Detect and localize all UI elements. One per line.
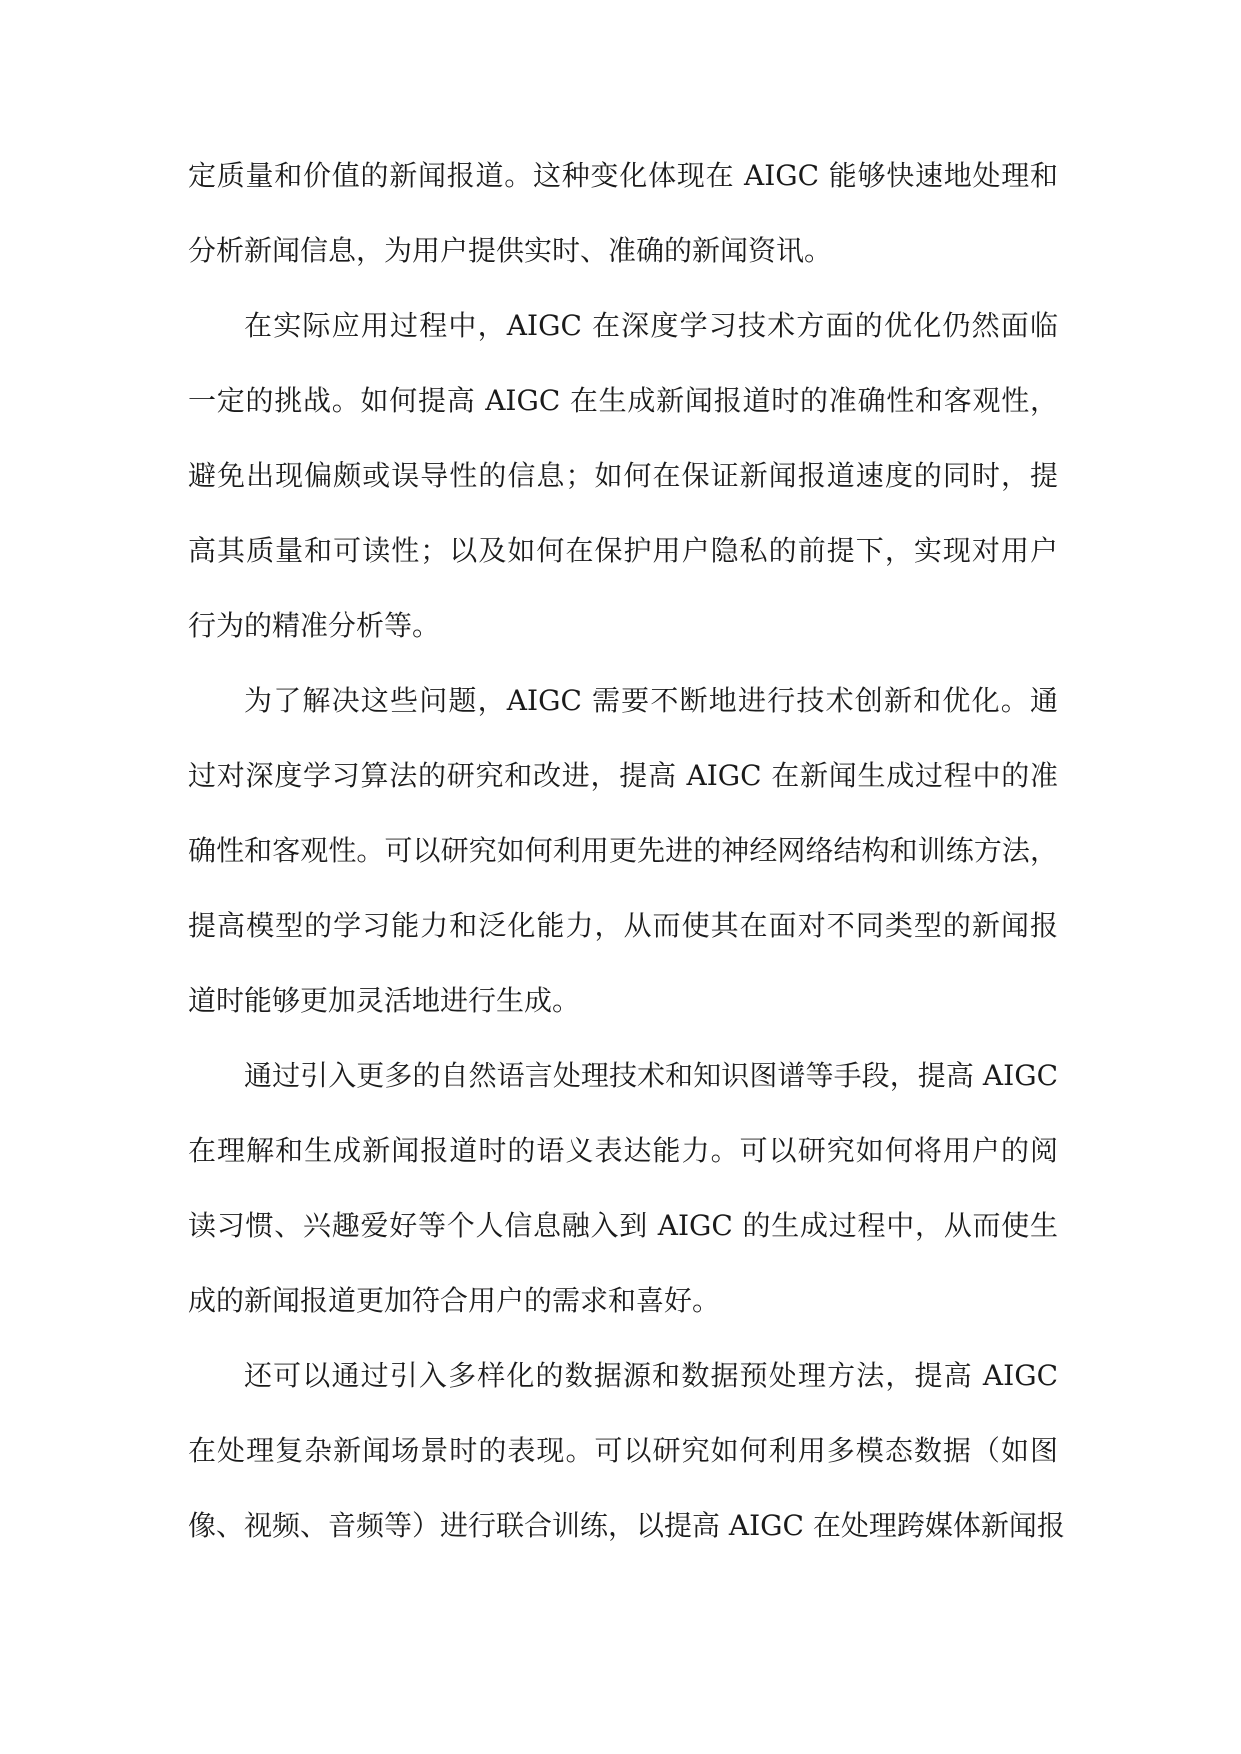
text-line: 通过引入更多的自然语言处理技术和知识图谱等手段，提高 AIGC <box>244 1059 1058 1092</box>
text-line: 分析新闻信息，为用户提供实时、准确的新闻资讯。 <box>188 234 833 267</box>
text-line: 成的新闻报道更加符合用户的需求和喜好。 <box>188 1284 721 1317</box>
text-line: 过对深度学习算法的研究和改进，提高 AIGC 在新闻生成过程中的准 <box>188 759 1058 792</box>
text-line: 定质量和价值的新闻报道。这种变化体现在 AIGC 能够快速地处理和 <box>188 159 1058 192</box>
text-line: 还可以通过引入多样化的数据源和数据预处理方法，提高 AIGC <box>244 1359 1058 1392</box>
document-body <box>188 138 1065 1563</box>
text-line: 在实际应用过程中，AIGC 在深度学习技术方面的优化仍然面临 <box>244 309 1058 342</box>
text-line: 在理解和生成新闻报道时的语义表达能力。可以研究如何将用户的阅 <box>188 1134 1058 1167</box>
text-line: 高其质量和可读性；以及如何在保护用户隐私的前提下，实现对用户 <box>188 534 1058 567</box>
text-line: 避免出现偏颇或误导性的信息；如何在保证新闻报道速度的同时，提 <box>188 459 1058 492</box>
text-line: 行为的精准分析等。 <box>188 609 441 642</box>
text-line: 读习惯、兴趣爱好等个人信息融入到 AIGC 的生成过程中，从而使生 <box>188 1209 1058 1242</box>
text-line: 提高模型的学习能力和泛化能力，从而使其在面对不同类型的新闻报 <box>188 909 1058 942</box>
text-line: 道时能够更加灵活地进行生成。 <box>188 984 581 1017</box>
text-line: 在处理复杂新闻场景时的表现。可以研究如何利用多模态数据（如图 <box>188 1434 1058 1467</box>
text-line: 像、视频、音频等）进行联合训练，以提高 AIGC 在处理跨媒体新闻报 <box>188 1509 1065 1542</box>
text-line: 确性和客观性。可以研究如何利用更先进的神经网络结构和训练方法， <box>188 834 1058 867</box>
text-line: 为了解决这些问题，AIGC 需要不断地进行技术创新和优化。通 <box>244 684 1058 717</box>
text-line: 一定的挑战。如何提高 AIGC 在生成新闻报道时的准确性和客观性， <box>188 384 1058 417</box>
